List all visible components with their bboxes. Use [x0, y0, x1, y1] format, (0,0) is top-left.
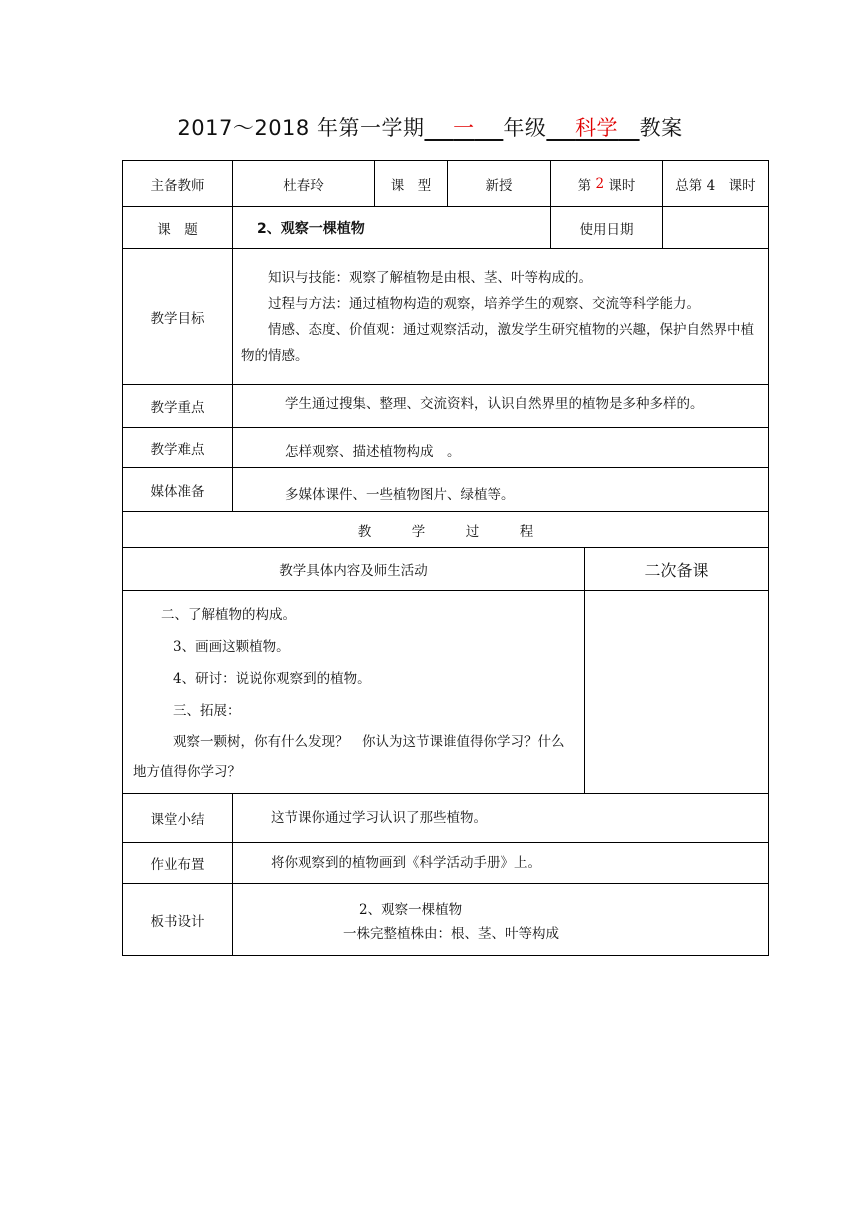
key-points-text: 学生通过搜集、整理、交流资料，认识自然界里的植物是多种多样的。: [232, 384, 769, 428]
second-prep-header: 二次备课: [584, 547, 769, 591]
objective-emotion: 情感、态度、价值观：通过观察活动，激发学生研究植物的兴趣，保护自然界中植物的情感。: [241, 322, 754, 364]
document-title: [0, 112, 860, 142]
grade-value: 一: [453, 116, 475, 140]
process-item: 4、研讨：说说你观察到的植物。: [173, 671, 371, 687]
homework-text: 将你观察到的植物画到《科学活动手册》上。: [232, 842, 769, 884]
grade-suffix: 年级: [503, 116, 547, 140]
period-number: 2: [595, 175, 605, 192]
process-content: [122, 590, 585, 794]
teacher-label: 主备教师: [122, 160, 233, 207]
year-term: 2017～2018 年第一学期: [177, 116, 425, 140]
process-item: 观察一颗树，你有什么发现？ 你认为这节课谁值得你学习？什么地方值得你学习？: [133, 734, 565, 780]
difficulties-label: 教学难点: [122, 427, 233, 468]
key-points-label: 教学重点: [122, 384, 233, 428]
summary-text: 这节课你通过学习认识了那些植物。: [232, 793, 769, 843]
summary-label: 课堂小结: [122, 793, 233, 843]
media-text: 多媒体课件、一些植物图片、绿植等。: [232, 467, 769, 512]
period-cell: [550, 160, 663, 207]
subject-value: 科学: [575, 116, 619, 140]
teacher-name: 杜春玲: [232, 160, 375, 207]
process-item: 3、画画这颗植物。: [173, 639, 290, 655]
period-suffix: 课时: [608, 177, 636, 194]
board-line-structure: 一株完整植株由：根、茎、叶等构成: [343, 926, 559, 942]
topic-value: 2、观察一棵植物: [232, 206, 551, 249]
board-label: 板书设计: [122, 883, 233, 956]
topic-label: 课 题: [122, 206, 233, 249]
objectives-content: [232, 248, 769, 385]
subject-blank: [546, 116, 639, 140]
board-content: [232, 883, 769, 956]
objective-knowledge: 知识与技能：观察了解植物是由根、茎、叶等构成的。: [268, 270, 592, 286]
period-prefix: 第: [577, 177, 592, 194]
total-periods: 总第 4 课时: [662, 160, 769, 207]
doc-suffix: 教案: [639, 116, 683, 140]
homework-label: 作业布置: [122, 842, 233, 884]
second-prep-content: [584, 590, 769, 794]
date-value: [662, 206, 769, 249]
lesson-type-label: 课 型: [374, 160, 448, 207]
process-item: 二、了解植物的构成。: [161, 607, 296, 623]
content-header: 教学具体内容及师生活动: [122, 547, 585, 591]
difficulties-text: 怎样观察、描述植物构成 。: [232, 427, 769, 468]
objectives-label: 教学目标: [122, 248, 233, 385]
media-label: 媒体准备: [122, 467, 233, 512]
grade-blank: [424, 116, 503, 140]
lesson-type: 新授: [447, 160, 551, 207]
process-header: 教 学 过 程: [122, 511, 769, 548]
objective-process: 过程与方法：通过植物构造的观察，培养学生的观察、交流等科学能力。: [268, 296, 700, 312]
board-line-title: 2、观察一棵植物: [359, 902, 463, 918]
date-label: 使用日期: [550, 206, 663, 249]
process-item: 三、拓展：: [173, 703, 241, 719]
